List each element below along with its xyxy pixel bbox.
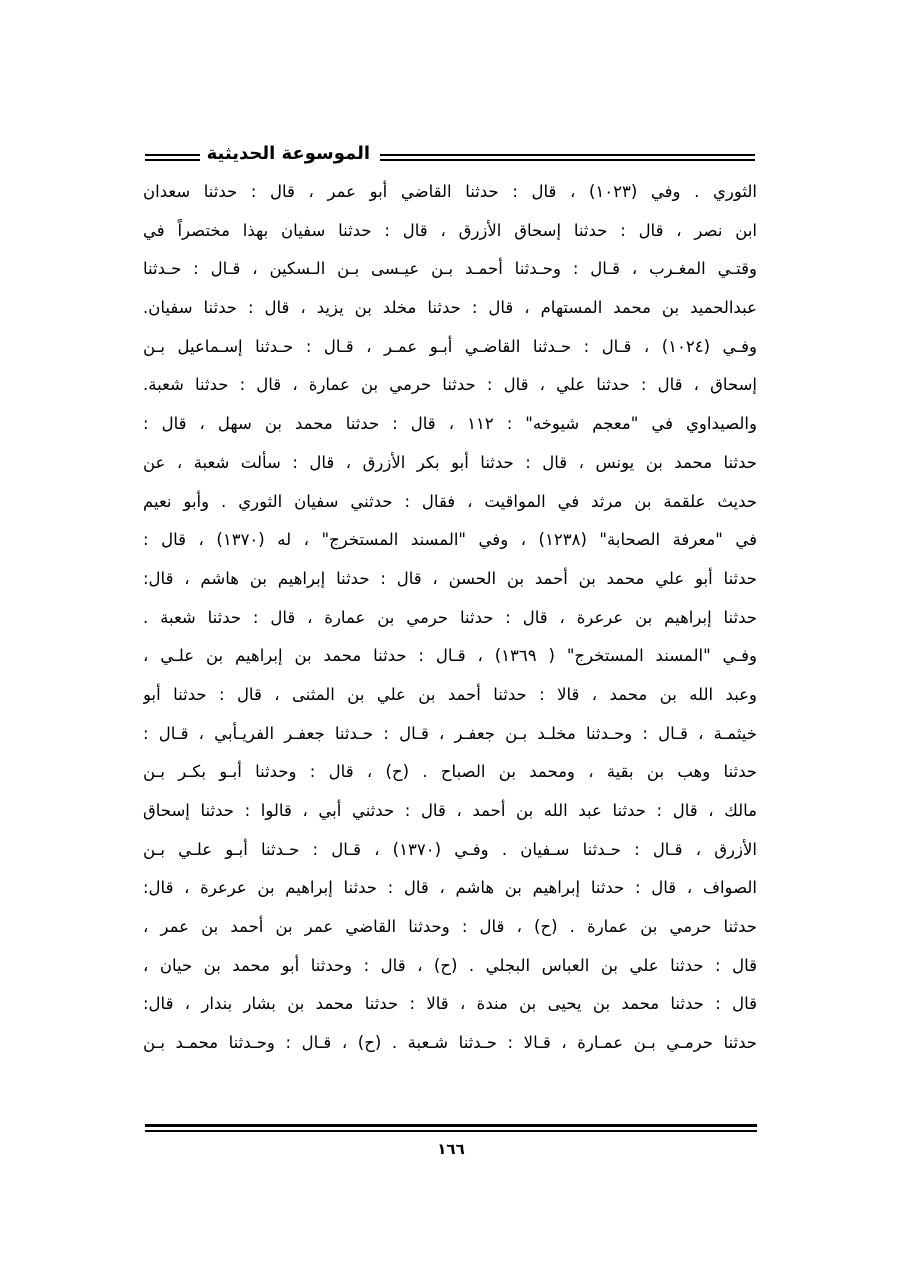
text-line: إسحاق ، قال : حدثنا علي ، قال : حدثنا حرمي بن عمارة ، قال : حدثنا شعبة. (143, 375, 757, 395)
text-line: عبدالحميد بن محمد المستهام ، قال : حدثنا مخلد بن يزيد ، قال : حدثنا سفيان. (143, 298, 757, 318)
text-line: مالك ، قال : حدثنا عبد الله بن أحمد ، قال : حدثني أبي ، قالوا : حدثنا إسحاق (143, 801, 757, 820)
text-line: حدثنا وهب بن بقية ، ومحمد بن الصباح . (ح) ، قال : وحدثنا أبـو بكـر بـن (143, 762, 757, 782)
text-line: حدثنا حرمـي بـن عمـارة ، قـالا : حـدثنا شـعبة . (ح) ، قـال : وحـدثنا محمـد بـن (143, 1033, 757, 1053)
header-rule-left (145, 154, 200, 161)
body-text (143, 173, 757, 1063)
text-line: الثوري . وفي (١٠٢٣) ، قال : حدثنا القاضي أبو عمر ، قال : حدثنا سعدان (143, 182, 757, 201)
text-line: وعبد الله بن محمد ، قالا : حدثنا أحمد بن علي بن المثنى ، قال : حدثنا أبو (143, 684, 757, 704)
text-line: وقتـي المغـرب ، قـال : وحـدثنا أحمـد بـن عيـسى بـن الـسكين ، قـال : حـدثنا (143, 259, 757, 279)
text-line: حدثنا إبراهيم بن عرعرة ، قال : حدثنا حرمي بن عمارة ، قال : حدثنا شعبة . (143, 607, 757, 627)
text-line: الصواف ، قال : حدثنا إبراهيم بن هاشم ، قال : حدثنا إبراهيم بن عرعرة ، قال: (143, 878, 757, 898)
footer-rule (145, 1124, 757, 1132)
page-number: ١٦٦ (437, 1140, 465, 1158)
text-line: وفـي (١٠٢٤) ، قـال : حـدثنا القاضـي أبـو عمـر ، قـال : حـدثنا إسـماعيل بـن (143, 336, 757, 356)
text-line: ابن نصر ، قال : حدثنا إسحاق الأزرق ، قال : حدثنا سفيان بهذا مختصراً في (143, 220, 757, 240)
text-line: خيثمـة ، قـال : وحـدثنا مخلـد بـن جعفـر ، قـال : حـدثنا جعفـر الفريـأبي ، قـال : (143, 723, 757, 743)
page-title: الموسوعة الحديثية (206, 143, 370, 164)
text-line: قال : حدثنا محمد بن يحيى بن مندة ، قالا : حدثنا محمد بن بشار بندار ، قال: (143, 994, 757, 1014)
text-line: الأزرق ، قـال : حـدثنا سـفيان . وفـي (١٣٧٠) ، قـال : حـدثنا أبـو علـي بـن (143, 839, 757, 859)
page-footer (145, 1124, 757, 1164)
text-line: في "معرفة الصحابة" (١٢٣٨) ، وفي "المسند المستخرج" ، له (١٣٧٠) ، قال : (143, 530, 757, 550)
text-line: حدثنا محمد بن يونس ، قال : حدثنا أبو بكر الأزرق ، قال : سألت شعبة ، عن (143, 452, 757, 472)
text-line: والصيداوي في "معجم شيوخه" : ١١٢ ، قال : حدثنا محمد بن سهل ، قال : (143, 414, 757, 434)
text-line: وفـي "المسند المستخرج" ( ١٣٦٩) ، قـال : حدثنا محمد بن إبراهيم بن علـي ، (143, 646, 757, 666)
page-header (145, 140, 755, 170)
text-line: قال : حدثنا علي بن العباس البجلي . (ح) ، قال : وحدثنا أبو محمد بن حيان ، (143, 955, 757, 975)
header-rule-right (380, 154, 755, 161)
text-line: حدثنا أبو علي محمد بن أحمد بن الحسن ، قال : حدثنا إبراهيم بن هاشم ، قال: (143, 568, 757, 588)
text-line: حديث علقمة بن مرثد في المواقيت ، فقال : حدثني سفيان الثوري . وأبو نعيم (143, 491, 757, 511)
text-line: حدثنا حرمي بن عمارة . (ح) ، قال : وحدثنا القاضي عمر بن أحمد بن عمر ، (143, 917, 757, 937)
